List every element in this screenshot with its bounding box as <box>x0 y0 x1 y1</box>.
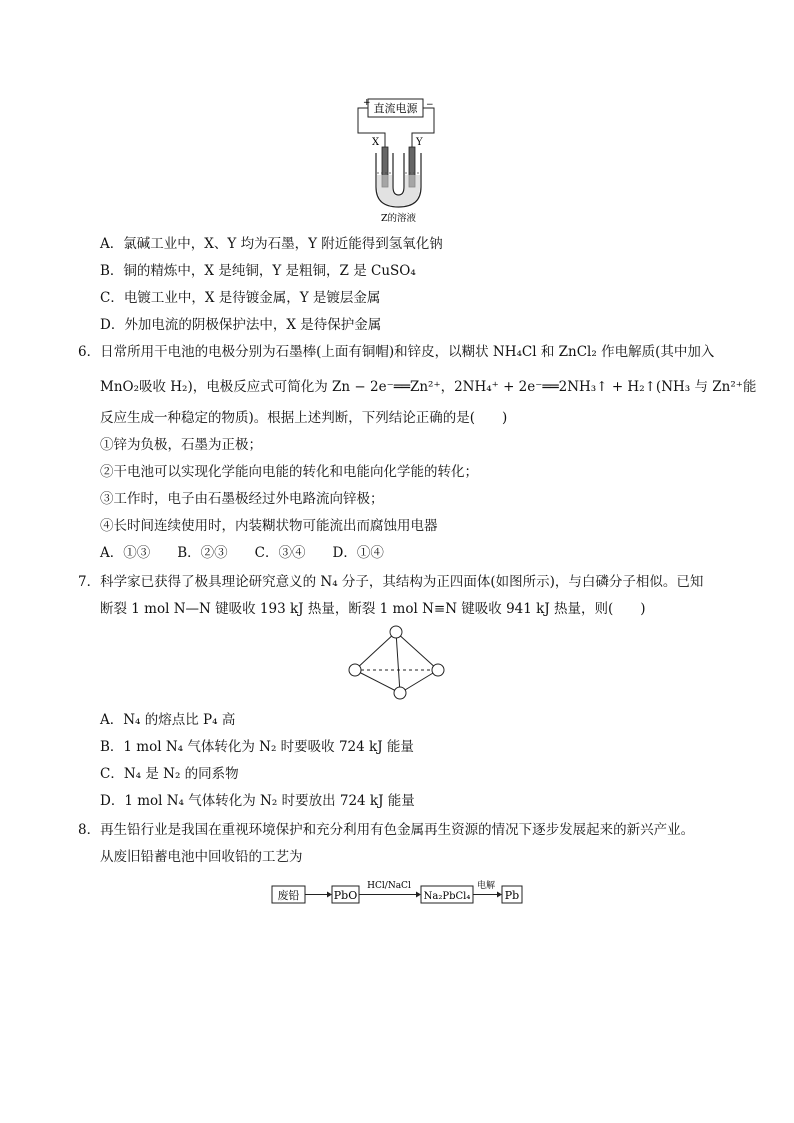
q5-option-c: C．电镀工业中，X 是待镀金属，Y 是镀层金属 <box>100 290 381 306</box>
lead-recovery-flowchart <box>270 877 525 907</box>
q6-statement-1: ①锌为负极，石墨为正极； <box>100 437 262 453</box>
q6-stem-line3: 反应生成一种稳定的物质)。根据上述判断，下列结论正确的是( ) <box>100 410 508 426</box>
q7-option-a: A．N₄ 的熔点比 P₄ 高 <box>100 712 236 728</box>
atom-bottom <box>394 687 406 699</box>
q6-statement-2: ②干电池可以实现化学能向电能的转化和电能向化学能的转化； <box>100 464 478 480</box>
q7-option-d: D．1 mol N₄ 气体转化为 N₂ 时要放出 724 kJ 能量 <box>100 793 415 809</box>
electrolysis-apparatus-figure <box>350 95 450 225</box>
y-electrode-label: Y <box>416 137 423 148</box>
q6-statement-3: ③工作时，电子由石墨极经过外电路流向锌极； <box>100 491 384 507</box>
flow-step2: PbO <box>333 889 358 902</box>
minus-sign: − <box>426 100 434 110</box>
q7-option-b: B．1 mol N₄ 气体转化为 N₂ 时要吸收 724 kJ 能量 <box>100 739 414 755</box>
q7-option-c: C．N₄ 是 N₂ 的同系物 <box>100 766 239 782</box>
q5-option-d: D．外加电流的阴极保护法中，X 是待保护金属 <box>100 317 382 333</box>
solution-label: Z的溶液 <box>380 213 417 224</box>
q6-options: A．①③ B．②③ C．③④ D．①④ <box>100 545 384 561</box>
flow-process: 电解 <box>476 881 496 891</box>
atom-left <box>349 664 361 676</box>
atom-top <box>390 626 402 638</box>
atom-right <box>432 664 444 676</box>
q6-stem-line2: MnO₂吸收 H₂)，电极反应式可简化为 Zn − 2e⁻══Zn²⁺，2NH₄⁺ + 2e⁻══2NH₃↑ + H₂↑(NH₃ 与 Zn²⁺能 <box>100 379 757 395</box>
flow-step4: Pb <box>504 889 520 902</box>
solution-fill <box>377 175 420 206</box>
q7-stem-line2: 断裂 1 mol N—N 键吸收 193 kJ 热量，断裂 1 mol N≡N 键吸收 941 kJ 热量，则( ) <box>100 601 646 617</box>
q6-stem-line1: 6．日常所用干电池的电极分别为石墨棒(上面有铜帽)和锌皮，以糊状 NH₄Cl 和 ZnCl₂ 作电解质(其中加入 <box>78 344 715 360</box>
q6-statement-4: ④长时间连续使用时，内装糊状物可能流出而腐蚀用电器 <box>100 518 438 534</box>
q5-option-a: A．氯碱工业中，X、Y 均为石墨，Y 附近能得到氢氧化钠 <box>100 236 443 252</box>
plus-sign: + <box>363 98 371 108</box>
n4-tetrahedron-figure <box>345 622 450 702</box>
power-supply-label: 直流电源 <box>373 102 418 115</box>
q7-stem-line1: 7．科学家已获得了极具理论研究意义的 N₄ 分子，其结构为正四面体(如图所示)，与白磷分子相似。已知 <box>78 574 704 590</box>
q5-option-b: B．铜的精炼中，X 是纯铜，Y 是粗铜，Z 是 CuSO₄ <box>100 263 416 279</box>
q8-stem-line1: 8．再生铅行业是我国在重视环境保护和充分利用有色金属再生资源的情况下逐步发展起来的新兴产业。 <box>78 822 695 838</box>
x-electrode-label: X <box>372 137 380 148</box>
flow-step3: Na₂PbCl₄ <box>423 891 471 902</box>
q8-stem-line2: 从废旧铅蓄电池中回收铅的工艺为 <box>100 849 303 865</box>
flow-reagent: HCl/NaCl <box>367 881 411 891</box>
u-tube-inner <box>393 153 404 195</box>
flow-step1: 废铅 <box>277 889 300 902</box>
